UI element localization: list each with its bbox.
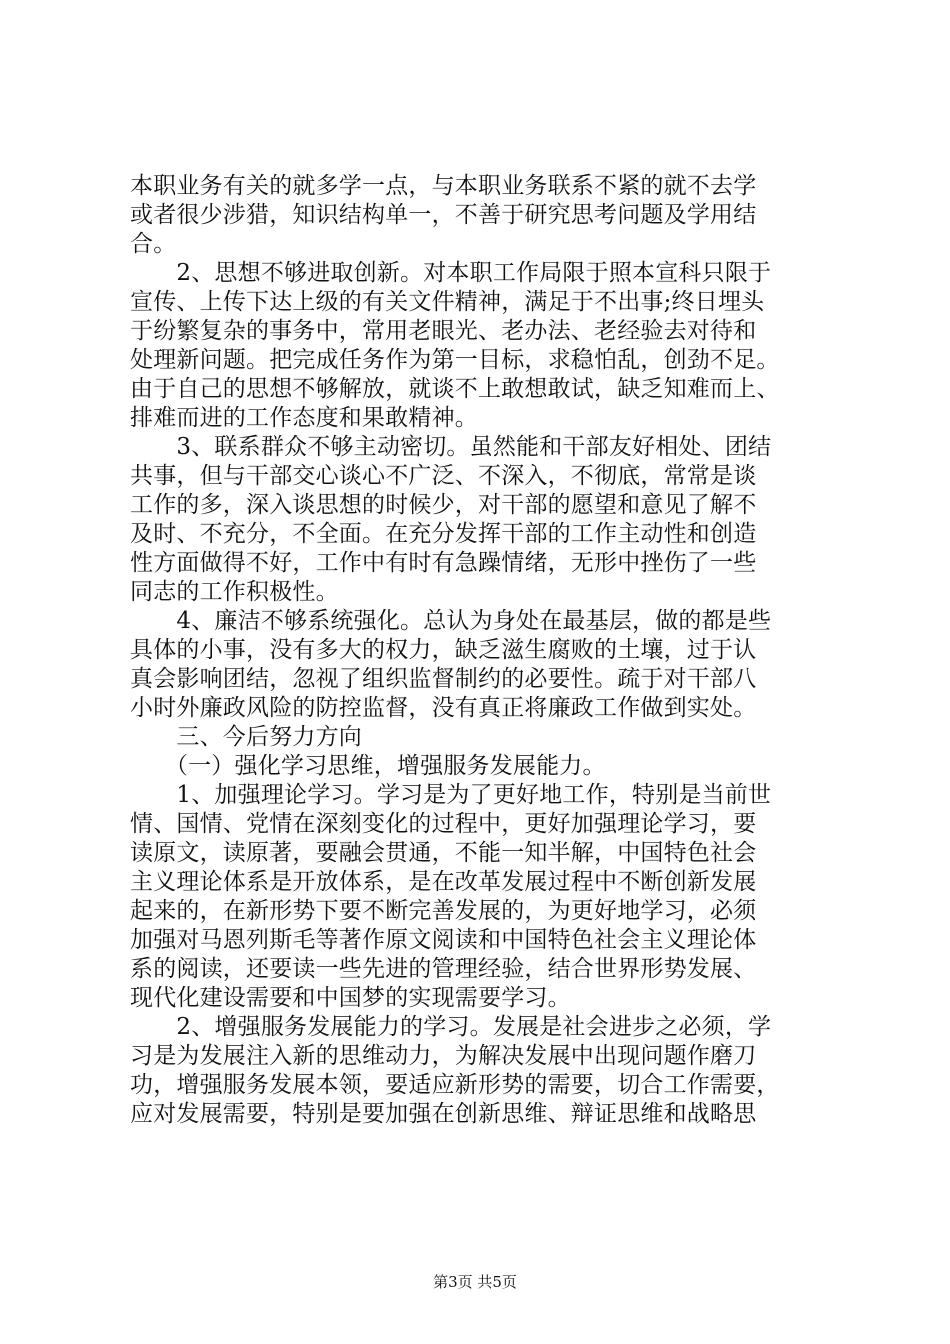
text-line: 功，增强服务发展本领，要适应新形势的需要，切合工作需要， xyxy=(130,1072,780,1098)
text-line: 宣传、上传下达上级的有关文件精神，满足于不出事;终日埋头 xyxy=(130,289,765,315)
text-line: 主义理论体系是开放体系，是在改革发展过程中不断创新发展 xyxy=(130,869,757,895)
text-line: 3、联系群众不够主动密切。虽然能和干部友好相处、团结 xyxy=(130,434,772,460)
text-line: 4、廉洁不够系统强化。总认为身处在最基层，做的都是些 xyxy=(130,608,772,634)
text-line: 应对发展需要，特别是要加强在创新思维、辩证思维和战略思 xyxy=(130,1101,757,1127)
text-line: 现代化建设需要和中国梦的实现需要学习。 xyxy=(130,985,571,1011)
text-line: 工作的多，深入谈思想的时候少，对干部的愿望和意见了解不 xyxy=(130,492,757,518)
text-line: 由于自己的思想不够解放，就谈不上敢想敢试，缺乏知难而上、 xyxy=(130,376,780,402)
text-line: 于纷繁复杂的事务中，常用老眼光、老办法、老经验去对待和 xyxy=(130,318,757,344)
text-line: 习是为发展注入新的思维动力，为解决发展中出现问题作磨刀 xyxy=(130,1043,757,1069)
text-line: 排难而进的工作态度和果敢精神。 xyxy=(130,405,478,431)
text-line: 合。 xyxy=(130,231,177,257)
text-line: 加强对马恩列斯毛等著作原文阅读和中国特色社会主义理论体 xyxy=(130,927,757,953)
subsection-heading: （一）强化学习思维，增强服务发展能力。 xyxy=(130,753,606,779)
text-line: 小时外廉政风险的防控监督，没有真正将廉政工作做到实处。 xyxy=(130,695,757,721)
text-line: 1、加强理论学习。学习是为了更好地工作，特别是当前世 xyxy=(130,782,772,808)
text-line: 共事，但与干部交心谈心不广泛、不深入，不彻底，常常是谈 xyxy=(130,463,757,489)
text-line: 系的阅读，还要读一些先进的管理经验，结合世界形势发展、 xyxy=(130,956,757,982)
text-line: 同志的工作积极性。 xyxy=(130,579,339,605)
text-line: 真会影响团结，忽视了组织监督制约的必要性。疏于对干部八 xyxy=(130,666,757,692)
text-line: 或者很少涉猎，知识结构单一，不善于研究思考问题及学用结 xyxy=(130,202,757,228)
section-heading: 三、今后努力方向 xyxy=(130,724,362,750)
text-line: 情、国情、党情在深刻变化的过程中，更好加强理论学习，要 xyxy=(130,811,757,837)
text-line: 处理新问题。把完成任务作为第一目标，求稳怕乱，创劲不足。 xyxy=(130,347,780,373)
text-line: 读原文，读原著，要融会贯通，不能一知半解，中国特色社会 xyxy=(130,840,757,866)
document-body xyxy=(130,172,830,1129)
page-footer xyxy=(0,1272,950,1292)
text-line: 起来的，在新形势下要不断完善发展的，为更好地学习，必须 xyxy=(130,898,757,924)
page-number-label: 第3页 共5页 xyxy=(433,1273,517,1291)
text-line: 2、增强服务发展能力的学习。发展是社会进步之必须，学 xyxy=(130,1014,772,1040)
text-line: 性方面做得不好，工作中有时有急躁情绪，无形中挫伤了一些 xyxy=(130,550,757,576)
text-line: 具体的小事，没有多大的权力，缺乏滋生腐败的土壤，过于认 xyxy=(130,637,757,663)
text-line: 本职业务有关的就多学一点，与本职业务联系不紧的就不去学 xyxy=(130,173,757,199)
text-line: 及时、不充分，不全面。在充分发挥干部的工作主动性和创造 xyxy=(130,521,757,547)
text-line: 2、思想不够进取创新。对本职工作局限于照本宣科只限于 xyxy=(130,260,772,286)
